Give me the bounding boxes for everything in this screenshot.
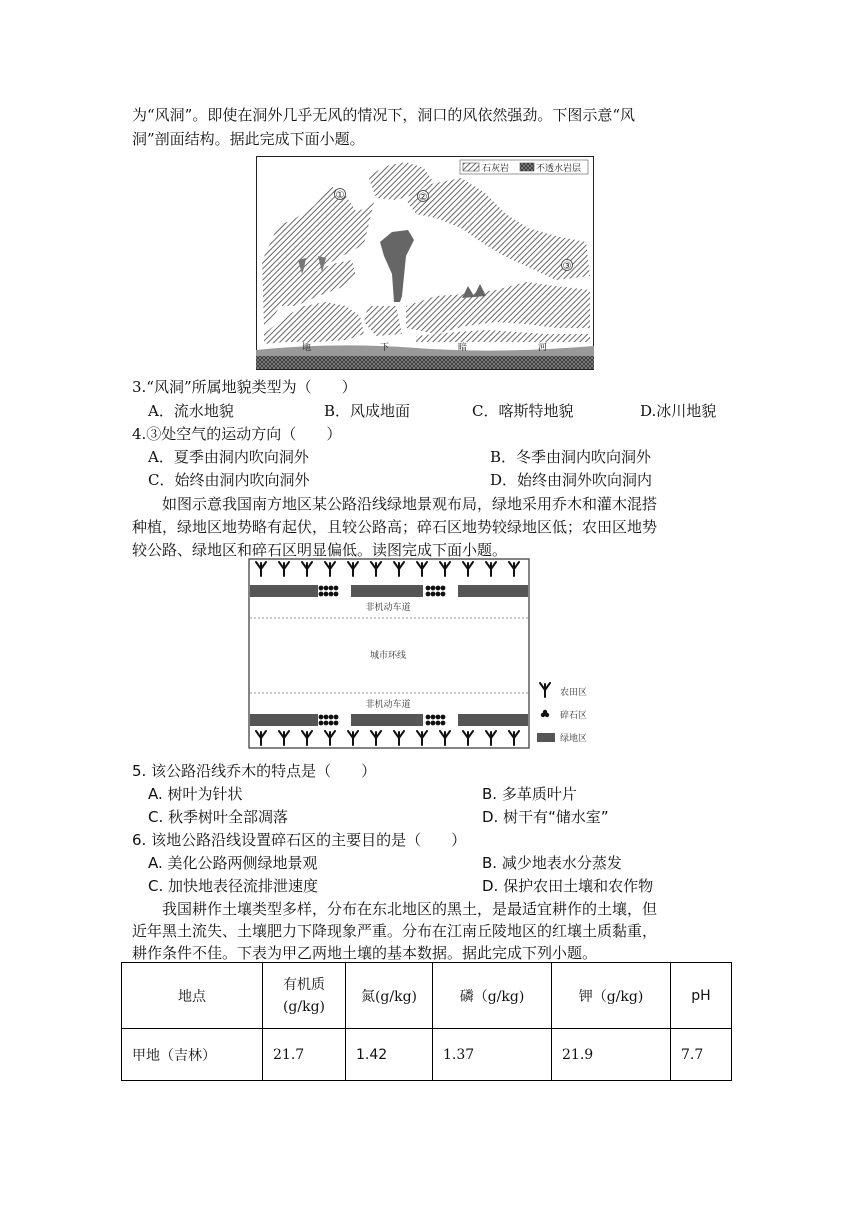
q3-stem: 3.“风洞”所属地貌类型为（ ） xyxy=(132,378,357,396)
marker-2: ② xyxy=(418,192,428,203)
legend-limestone-label: 石灰岩 xyxy=(482,164,510,174)
table-header-cell: pH xyxy=(671,963,732,1029)
marker-1: ① xyxy=(335,190,345,201)
q3-option-d: D.冰川地貌 xyxy=(640,402,717,420)
q3-option-c: C．喀斯特地貌 xyxy=(472,402,574,420)
intro1-line1: 为“风洞”。即使在洞外几乎无风的情况下，洞口的风依然强劲。下图示意“风 xyxy=(132,106,636,124)
table-cell: 21.9 xyxy=(552,1029,671,1081)
q4-option-d: D．始终由洞外吹向洞内 xyxy=(490,471,653,489)
q5-option-a: A. 树叶为针状 xyxy=(148,785,243,803)
soil-data-table xyxy=(121,962,732,1081)
q5-option-b: B. 多革质叶片 xyxy=(482,785,577,803)
q3-option-a: A．流水地貌 xyxy=(148,402,234,420)
river-char-2: 下 xyxy=(380,343,390,353)
intro2-line3: 较公路、绿地区和碎石区明显偏低。读图完成下面小题。 xyxy=(132,541,508,559)
table-row xyxy=(122,1029,732,1081)
intro2-line1: 如图示意我国南方地区某公路沿线绿地景观布局，绿地采用乔木和灌木混搭 xyxy=(162,495,658,513)
table-header-cell: 磷（g/kg) xyxy=(433,963,552,1029)
legend-impermeable-label: 不透水岩层 xyxy=(536,164,582,174)
legend-farm-label: 农田区 xyxy=(560,688,588,698)
q6-option-c: C. 加快地表径流排泄速度 xyxy=(148,877,319,895)
q4-option-b: B．冬季由洞内吹向洞外 xyxy=(490,448,652,466)
intro3-line1: 我国耕作土壤类型多样，分布在东北地区的黑土，是最适宜耕作的土壤，但 xyxy=(162,900,658,918)
intro2-line2: 种植，绿地区地势略有起伏，且较公路高；碎石区地势较绿地区低；农田区地势 xyxy=(132,518,658,536)
legend-gravel-label: 碎石区 xyxy=(560,711,588,721)
q6-option-b: B. 减少地表水分蒸发 xyxy=(482,854,622,872)
q5-stem: 5. 该公路沿线乔木的特点是（ ） xyxy=(132,762,377,780)
table-header-row xyxy=(122,963,732,1029)
table-cell: 1.42 xyxy=(346,1029,433,1081)
table-header-cell: 地点 xyxy=(122,963,263,1029)
q6-stem: 6. 该地公路沿线设置碎石区的主要目的是（ ） xyxy=(132,831,467,849)
q3-option-b: B．风成地面 xyxy=(324,402,411,420)
river-char-1: 地 xyxy=(302,343,312,353)
q4-stem: 4.③处空气的运动方向（ ） xyxy=(132,425,342,443)
legend-green-label: 绿地区 xyxy=(560,734,588,744)
table-cell: 甲地（吉林） xyxy=(122,1029,263,1081)
roadside-layout-figure xyxy=(248,558,606,750)
q6-option-d: D. 保护农田土壤和农作物 xyxy=(482,877,654,895)
lane-top-label: 非机动车道 xyxy=(365,603,411,613)
q5-option-d: D. 树干有“储水室” xyxy=(482,808,609,826)
river-char-3: 暗 xyxy=(458,343,468,353)
q4-option-a: A．夏季由洞内吹向洞外 xyxy=(148,448,309,466)
river-char-4: 河 xyxy=(538,343,548,353)
ring-road-label: 城市环线 xyxy=(369,651,407,661)
lane-bottom-label: 非机动车道 xyxy=(365,700,411,710)
table-header-cell: 有机质 (g/kg) xyxy=(263,963,346,1029)
q6-option-a: A. 美化公路两侧绿地景观 xyxy=(148,854,318,872)
intro3-line3: 耕作条件不佳。下表为甲乙两地土壤的基本数据。据此完成下列小题。 xyxy=(132,944,598,962)
intro3-line2: 近年黑土流失、土壤肥力下降现象严重。分布在江南丘陵地区的红壤土质黏重， xyxy=(132,922,658,940)
table-header-cell: 氮(g/kg) xyxy=(346,963,433,1029)
q5-option-c: C. 秋季树叶全部凋落 xyxy=(148,808,289,826)
table-cell: 21.7 xyxy=(263,1029,346,1081)
table-cell: 7.7 xyxy=(671,1029,732,1081)
table-header-cell: 钾（g/kg) xyxy=(552,963,671,1029)
table-cell: 1.37 xyxy=(433,1029,552,1081)
intro1-line2: 洞”剖面结构。据此完成下面小题。 xyxy=(132,130,365,148)
wind-cave-figure xyxy=(256,156,594,370)
marker-3: ③ xyxy=(562,261,572,272)
q4-option-c: C．始终由洞内吹向洞外 xyxy=(148,471,310,489)
